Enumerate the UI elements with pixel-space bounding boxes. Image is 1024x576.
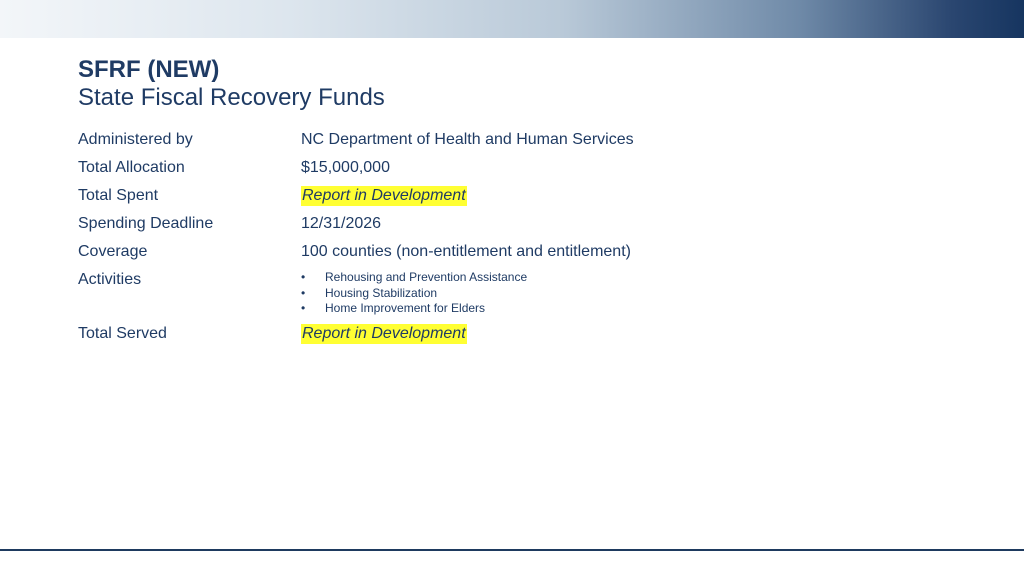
header-gradient-band: [0, 0, 1024, 38]
value-coverage: 100 counties (non-entitlement and entitlement): [301, 243, 631, 260]
value-spending-deadline: 12/31/2026: [301, 215, 382, 232]
label-total-spent: Total Spent: [78, 187, 159, 204]
value-total-served: Report in Development: [302, 325, 466, 342]
activities-list: [301, 270, 527, 317]
slide-title: SFRF (NEW): [78, 56, 220, 83]
label-spending-deadline: Spending Deadline: [78, 215, 214, 232]
activity-item-text: Home Improvement for Elders: [325, 301, 486, 315]
label-administered-by: Administered by: [78, 131, 193, 148]
value-total-spent: Report in Development: [302, 187, 466, 204]
value-administered-by: NC Department of Health and Human Services: [301, 131, 634, 148]
slide-subtitle: State Fiscal Recovery Funds: [78, 84, 385, 111]
activity-item: [301, 286, 527, 302]
activity-item-text: Rehousing and Prevention Assistance: [325, 270, 528, 284]
bullet-icon: •: [301, 301, 306, 315]
label-total-allocation: Total Allocation: [78, 159, 185, 176]
label-activities: Activities: [78, 271, 142, 288]
footer-divider: [0, 549, 1024, 551]
slide-title-block: [78, 56, 385, 112]
bullet-icon: •: [301, 285, 306, 300]
activity-item: [301, 301, 527, 317]
activity-item: [301, 270, 527, 286]
label-total-served: Total Served: [78, 325, 167, 342]
label-coverage: Coverage: [78, 243, 148, 260]
bullet-icon: •: [301, 270, 306, 284]
activity-item-text: Housing Stabilization: [325, 285, 438, 300]
value-total-allocation: $15,000,000: [301, 159, 390, 176]
